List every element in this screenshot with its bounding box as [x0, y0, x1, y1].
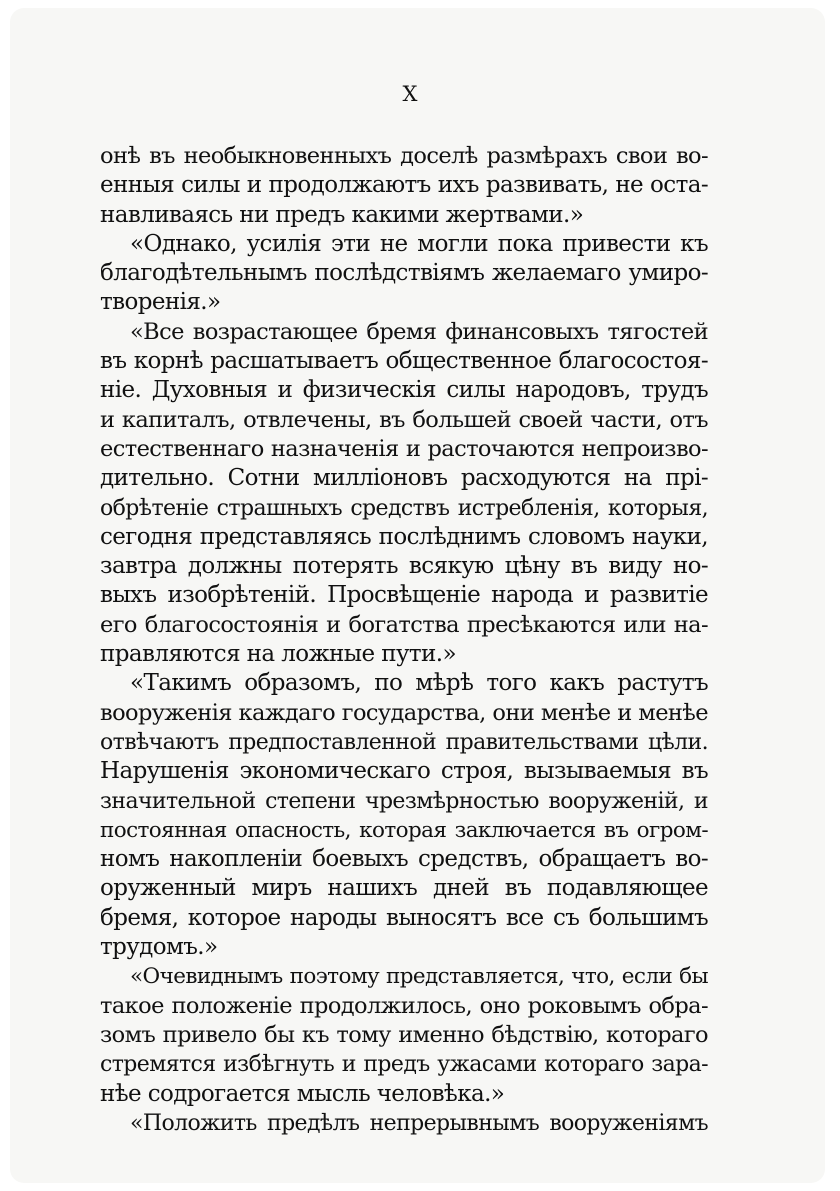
text-line: Нарушенія экономическаго строя, вызываемыя въ: [100, 758, 708, 785]
text-line: благодѣтельнымъ послѣдствіямъ желаемаго умиро-: [100, 260, 708, 287]
text-line: «Очевиднымъ поэтому представляется, что, если бы: [130, 964, 708, 990]
text-line: зомъ привело бы къ тому именно бѣдствію, котораго: [100, 1021, 708, 1048]
text-line: нѣе содрогается мысль человѣка.»: [100, 1080, 505, 1107]
text-line: такое положеніе продолжилось, оно роковымъ обра-: [100, 992, 708, 1019]
text-line: «Однако, усилія эти не могли пока привести къ: [130, 230, 708, 257]
text-line: бремя, которое народы выносятъ все съ большимъ: [100, 904, 708, 931]
text-line: трудомъ.»: [100, 934, 218, 961]
text-line: вооруженія каждаго государства, они менѣе и менѣе: [100, 699, 708, 726]
text-line: «Такимъ образомъ, по мѣрѣ того какъ растутъ: [130, 670, 708, 697]
text-line: постоянная опасность, которая заключается въ огром-: [100, 817, 708, 843]
text-line: выхъ изобрѣтеній. Просвѣщеніе народа и развитіе: [100, 582, 708, 609]
text-line: естественнаго назначенія и расточаются непроизво-: [100, 435, 708, 462]
text-line: творенія.»: [100, 289, 221, 316]
page-number: X: [402, 82, 418, 106]
text-line: оруженный миръ нашихъ дней въ подавляющее: [100, 875, 708, 902]
text-line: въ корнѣ расшатываетъ общественное благосостоя-: [100, 348, 708, 375]
text-line: дительно. Сотни милліоновъ расходуются на прі-: [100, 465, 708, 492]
text-line: номъ накопленіи боевыхъ средствъ, обращаетъ во-: [100, 846, 708, 873]
text-line: «Все возрастающее бремя финансовыхъ тягостей: [130, 318, 708, 345]
text-line: обрѣтеніе страшныхъ средствъ истребленія, которыя,: [100, 495, 708, 521]
text-line: онѣ въ необыкновенныхъ доселѣ размѣрахъ свои во-: [100, 143, 708, 169]
text-line: значительной степени чрезмѣрностью вооруженій, и: [100, 788, 708, 814]
text-line: правляются на ложные пути.»: [100, 641, 456, 668]
text-line: отвѣчаютъ предпоставленной правительствами цѣли.: [100, 729, 708, 755]
book-page: [10, 8, 825, 1183]
text-line: завтра должны потерять всякую цѣну въ виду но-: [100, 553, 708, 580]
body-text: [100, 142, 708, 1138]
text-line: навливаясь ни предъ какими жертвами.»: [100, 201, 584, 228]
text-line: «Положить предѣлъ непрерывнымъ вооруженіямъ: [130, 1110, 708, 1136]
text-line: его благосостоянія и богатства пресѣкаются или на-: [100, 611, 708, 638]
text-line: енныя силы и продолжаютъ ихъ развивать, не оста-: [100, 172, 708, 199]
text-line: и капиталъ, отвлечены, въ большей своей части, отъ: [100, 406, 708, 433]
text-line: сегодня представляясь послѣднимъ словомъ науки,: [100, 523, 708, 550]
text-line: стремятся избѣгнуть и предъ ужасами котораго зара-: [100, 1052, 708, 1078]
text-line: ніе. Духовныя и физическія силы народовъ, трудъ: [100, 377, 708, 404]
